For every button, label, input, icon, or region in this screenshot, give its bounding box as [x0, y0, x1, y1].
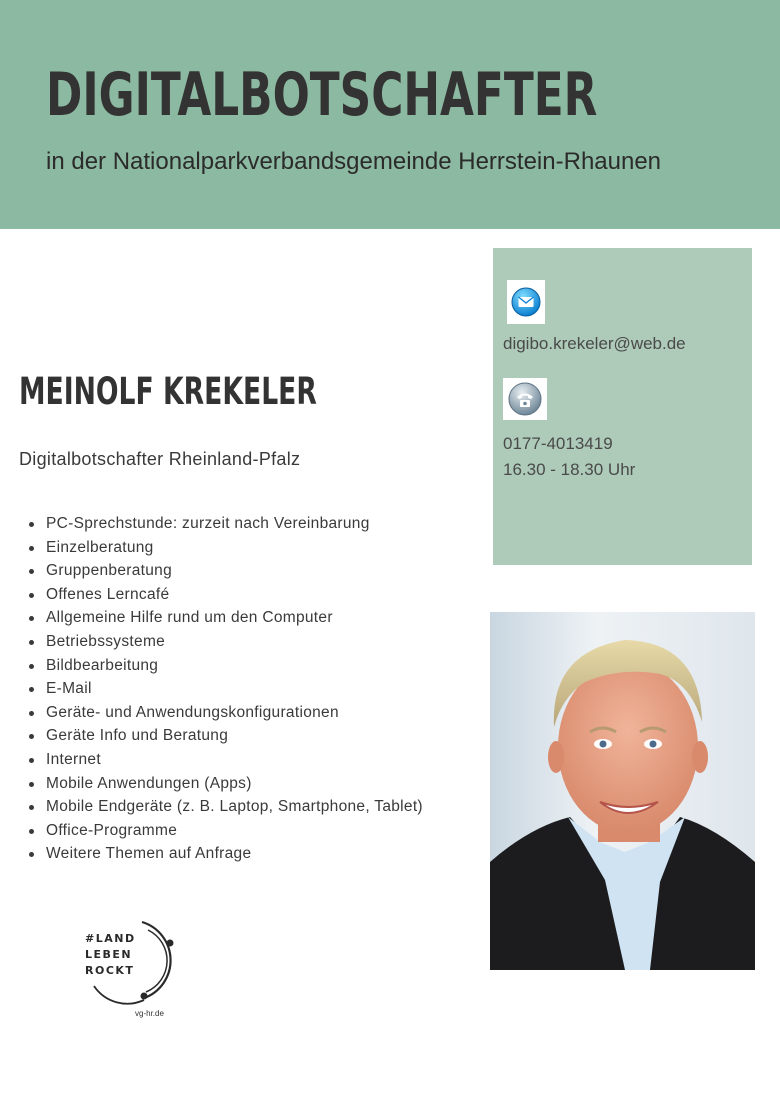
list-item: PC-Sprechstunde: zurzeit nach Vereinbarung	[26, 512, 423, 536]
list-item: Betriebssysteme	[26, 630, 423, 654]
list-item: E-Mail	[26, 677, 423, 701]
list-item: Offenes Lerncafé	[26, 583, 423, 607]
services-list	[26, 512, 423, 866]
person-name: MEINOLF KREKELER	[19, 370, 317, 413]
logo-line-leben: LEBEN	[85, 948, 133, 961]
land-leben-rockt-logo	[82, 916, 182, 1022]
portrait-photo	[490, 612, 755, 970]
page-subtitle: in der Nationalparkverbandsgemeinde Herrstein-Rhaunen	[46, 148, 662, 175]
email-address[interactable]: digibo.krekeler@web.de	[503, 334, 686, 353]
list-item: Weitere Themen auf Anfrage	[26, 842, 423, 866]
logo-line-land: #LAND	[85, 932, 136, 945]
email-icon[interactable]	[507, 280, 545, 324]
list-item: Internet	[26, 748, 423, 772]
logo-url[interactable]: vg-hr.de	[135, 1009, 164, 1018]
list-item: Geräte Info und Beratung	[26, 724, 423, 748]
phone-number[interactable]: 0177-4013419	[503, 434, 613, 453]
list-item: Office-Programme	[26, 819, 423, 843]
page-title: DIGITALBOTSCHAFTER	[46, 60, 598, 130]
header-banner	[0, 0, 780, 229]
list-item: Geräte- und Anwendungskonfigurationen	[26, 701, 423, 725]
list-item: Gruppenberatung	[26, 559, 423, 583]
list-item: Mobile Anwendungen (Apps)	[26, 772, 423, 796]
logo-line-rockt: ROCKT	[85, 964, 135, 977]
phone-icon[interactable]	[503, 378, 547, 420]
office-hours: 16.30 - 18.30 Uhr	[503, 460, 636, 479]
list-item: Einzelberatung	[26, 536, 423, 560]
list-item: Bildbearbeitung	[26, 654, 423, 678]
list-item: Mobile Endgeräte (z. B. Laptop, Smartphone, Tablet)	[26, 795, 423, 819]
person-role: Digitalbotschafter Rheinland-Pfalz	[19, 449, 301, 469]
list-item: Allgemeine Hilfe rund um den Computer	[26, 606, 423, 630]
